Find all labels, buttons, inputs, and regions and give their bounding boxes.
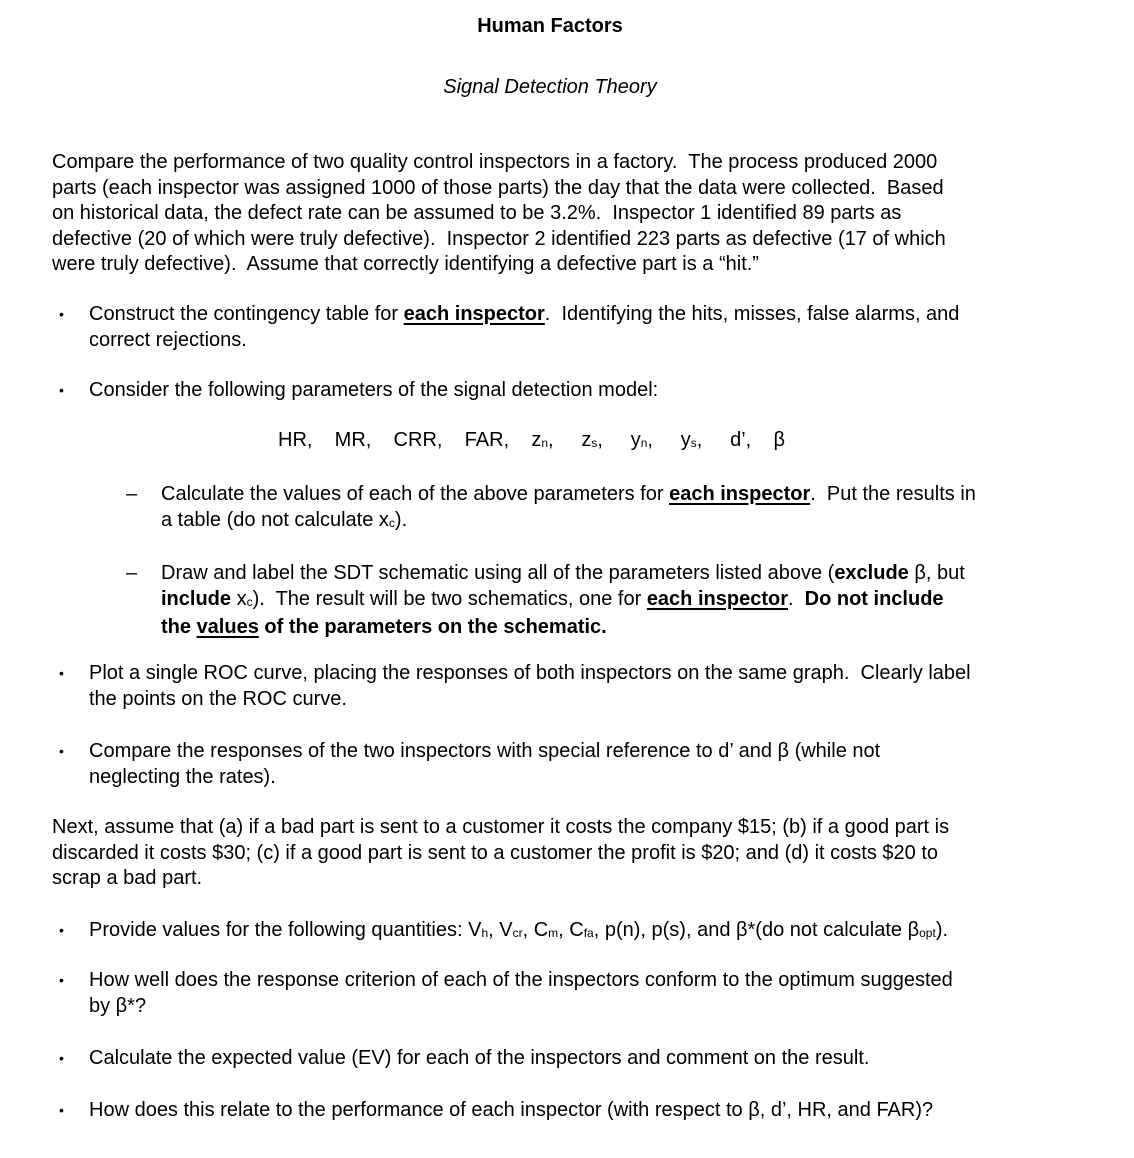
- text-segment: each inspector: [646, 587, 788, 610]
- text-line: [52, 841, 949, 867]
- bullet-item: [59, 918, 949, 947]
- text-segment: How well does the response criterion of each of the inspectors conform to the optimum suggested: [89, 969, 953, 991]
- text-segment: Plot a single ROC curve, placing the responses of both inspectors on the same graph. Clearly label: [89, 662, 971, 684]
- dash-icon: –: [126, 483, 138, 505]
- text-segment: discarded it costs $30; (c) if a good part is sent to a customer the profit is $20; and (d) it costs $20 to: [52, 841, 938, 864]
- text-segment: of the parameters on the schematic.: [258, 616, 607, 639]
- text-line: [89, 1046, 869, 1072]
- text-line: [278, 428, 785, 457]
- text-segment: Provide values for the following quantities: V: [89, 919, 482, 941]
- text-segment: exclude: [834, 562, 909, 584]
- text-segment: Draw and label the SDT schematic using all of the parameters listed above (: [161, 562, 835, 584]
- text-line: [161, 508, 976, 537]
- text-segment: opt: [919, 926, 936, 940]
- text-line: [89, 661, 971, 687]
- text-line: [52, 227, 946, 253]
- text-segment: parts (each inspector was assigned 1000 of those parts) the day that the data were collected. Based: [52, 176, 944, 199]
- text-segment: cr: [512, 926, 523, 940]
- bullet-icon: •: [59, 665, 64, 681]
- text-line: [161, 482, 976, 508]
- text-segment: , z: [548, 429, 592, 451]
- text-line: [52, 150, 946, 176]
- text-segment: c: [246, 594, 253, 609]
- text-segment: s: [591, 436, 598, 450]
- text-segment: Do not include: [804, 587, 944, 610]
- text-segment: were truly defective). Assume that correctly identifying a defective part is a “hit.”: [52, 253, 759, 276]
- text-segment: n: [541, 436, 549, 450]
- text-line: [89, 739, 880, 765]
- text-line: [89, 994, 953, 1020]
- document-title: Human Factors: [477, 15, 623, 37]
- bullet-icon: •: [59, 922, 64, 938]
- bullet-item: [59, 378, 659, 404]
- text-segment: by β*?: [89, 994, 147, 1017]
- text-segment: the: [161, 616, 197, 639]
- paragraph: [52, 815, 949, 892]
- text-line: [161, 587, 965, 616]
- bullet-icon: •: [59, 382, 64, 398]
- text-segment: , p(n), p(s), and β*(do not calculate β: [593, 919, 920, 941]
- bullet-item: [59, 1046, 870, 1072]
- text-segment: How does this relate to the performance of each inspector (with respect to β, d’, HR, and FAR)?: [89, 1099, 934, 1121]
- text-line: [161, 615, 965, 641]
- text-segment: .: [787, 587, 805, 610]
- text-segment: c: [388, 515, 395, 530]
- text-segment: scrap a bad part.: [52, 867, 203, 890]
- text-segment: Consider the following parameters of the signal detection model:: [89, 379, 659, 401]
- text-line: [89, 328, 959, 354]
- bullet-icon: •: [59, 743, 64, 759]
- text-line: [89, 687, 971, 713]
- text-line: [52, 252, 946, 278]
- text-segment: ).: [394, 508, 408, 531]
- bullet-item: [59, 968, 953, 1019]
- dash-icon: –: [126, 562, 138, 584]
- bullet-icon: •: [59, 1102, 64, 1118]
- text-segment: defective (20 of which were truly defective). Inspector 2 identified 223 parts as defective (17 of which: [52, 227, 946, 250]
- text-line: [89, 1098, 933, 1124]
- text-segment: Calculate the expected value (EV) for each of the inspectors and comment on the result.: [89, 1047, 870, 1069]
- text-segment: values: [196, 616, 259, 639]
- text-segment: fa: [583, 926, 594, 940]
- text-segment: on historical data, the defect rate can be assumed to be 3.2%. Inspector 1 identified 89 parts as: [52, 202, 902, 225]
- text-segment: , y: [647, 429, 691, 451]
- text-segment: Next, assume that (a) if a bad part is sent to a customer it costs the company $15; (b) if a good part is: [52, 816, 950, 838]
- bullet-item: [59, 1098, 934, 1124]
- text-segment: n: [640, 436, 648, 450]
- text-segment: , V: [488, 919, 513, 941]
- text-segment: a table (do not calculate x: [161, 508, 389, 531]
- text-segment: , y: [597, 429, 641, 451]
- text-segment: h: [481, 926, 489, 940]
- bullet-icon: •: [59, 972, 64, 988]
- text-line: [89, 968, 953, 994]
- text-segment: the points on the ROC curve.: [89, 687, 347, 710]
- text-line: [52, 815, 949, 841]
- text-segment: Calculate the values of each of the above parameters for: [161, 483, 670, 505]
- text-segment: , d’, β: [696, 429, 785, 451]
- bullet-item: [59, 739, 881, 790]
- text-segment: Compare the performance of two quality control inspectors in a factory. The process produced 2000: [52, 151, 938, 173]
- text-segment: correct rejections.: [89, 328, 247, 351]
- document-subtitle: Signal Detection Theory: [443, 76, 657, 98]
- text-segment: m: [548, 926, 559, 940]
- text-line: [89, 765, 880, 791]
- text-segment: . Identifying the hits, misses, false alarms, and: [544, 303, 960, 325]
- text-segment: s: [690, 436, 697, 450]
- text-segment: Construct the contingency table for: [89, 303, 404, 325]
- paragraph: [52, 150, 946, 278]
- bullet-icon: •: [59, 306, 64, 322]
- text-segment: HR, MR, CRR, FAR, z: [278, 429, 542, 451]
- text-segment: include: [161, 587, 232, 610]
- text-segment: . Put the results in: [810, 483, 976, 505]
- sub-bullet-item: [126, 482, 976, 536]
- text-line: [89, 378, 658, 404]
- text-line: [89, 302, 959, 328]
- sub-bullet-item: [126, 561, 965, 641]
- text-segment: each inspector: [669, 483, 811, 505]
- text-line: [52, 176, 946, 202]
- text-line: [161, 561, 965, 587]
- text-segment: each inspector: [403, 303, 545, 325]
- text-segment: , C: [522, 919, 549, 941]
- text-segment: neglecting the rates).: [89, 765, 276, 788]
- text-segment: ). The result will be two schematics, one for: [252, 587, 647, 610]
- text-segment: β, but: [908, 562, 965, 584]
- bullet-item: [59, 661, 971, 712]
- text-line: [52, 866, 949, 892]
- text-segment: x: [231, 587, 247, 610]
- text-line: [52, 201, 946, 227]
- bullet-item: [59, 302, 960, 353]
- text-line: [89, 918, 948, 947]
- text-segment: , C: [558, 919, 584, 941]
- parameter-list: [278, 428, 785, 457]
- text-segment: ).: [935, 919, 949, 941]
- text-segment: Compare the responses of the two inspectors with special reference to d’ and β (while not: [89, 740, 881, 762]
- bullet-icon: •: [59, 1050, 64, 1066]
